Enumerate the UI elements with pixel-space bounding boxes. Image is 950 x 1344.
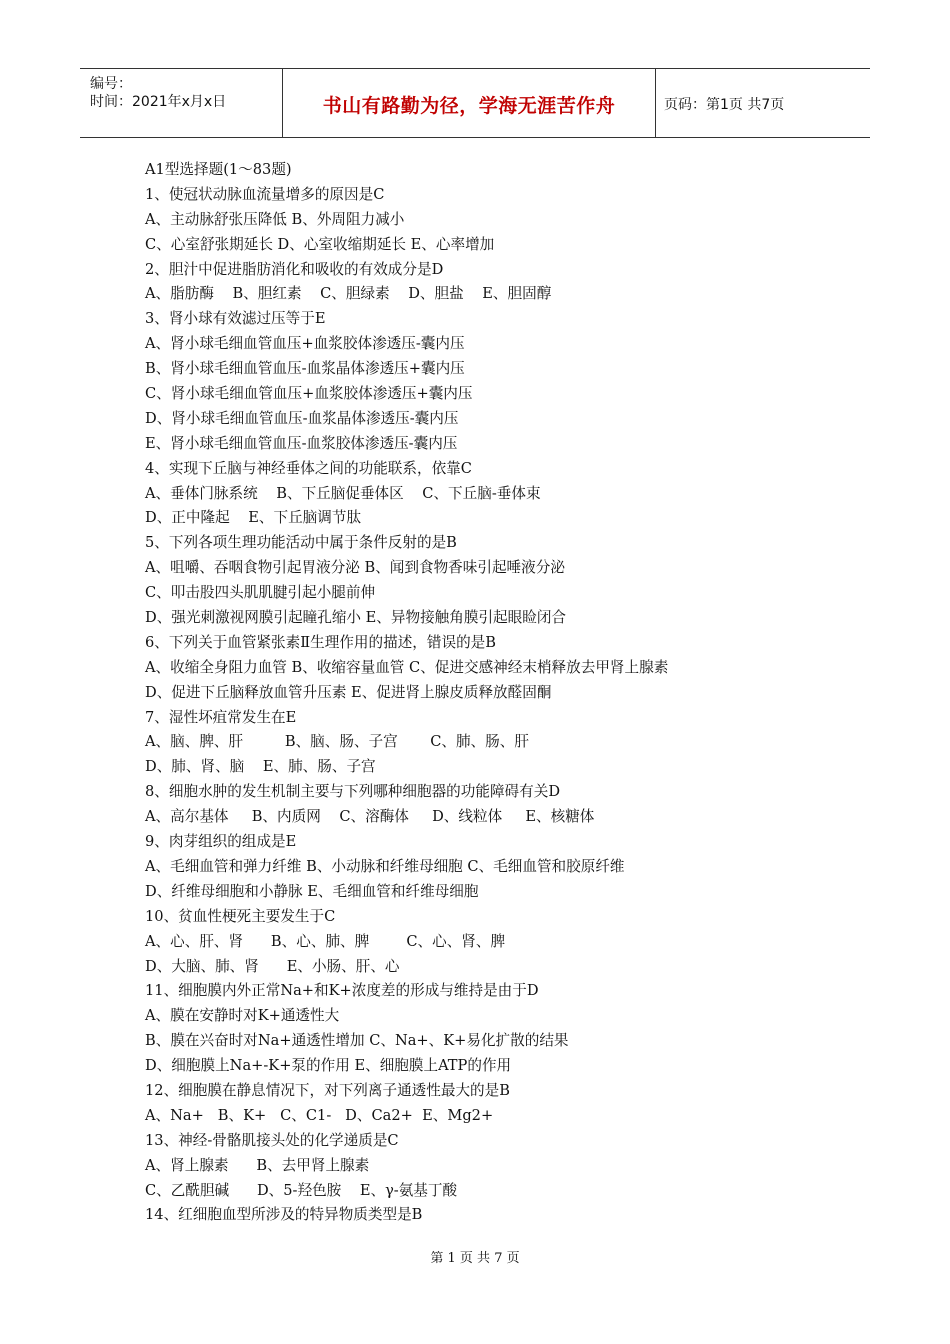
text-line: D、纤维母细胞和小静脉 E、毛细血管和纤维母细胞 bbox=[145, 882, 479, 900]
text-line: D、促进下丘脑释放血管升压素 E、促进肾上腺皮质释放醛固酮 bbox=[145, 683, 552, 701]
text-line: B、肾小球毛细血管血压-血浆晶体渗透压+囊内压 bbox=[145, 360, 465, 378]
text-line: A、主动脉舒张压降低 B、外周阻力减小 bbox=[145, 210, 405, 228]
text-line: A、垂体门脉系统 B、下丘脑促垂体区 C、下丘脑-垂体束 bbox=[145, 484, 541, 502]
text-line: C、乙酰胆碱 D、5-羟色胺 E、γ-氨基丁酸 bbox=[145, 1181, 458, 1199]
text-line: A、膜在安静时对K+通透性大 bbox=[145, 1007, 340, 1025]
text-line: D、大脑、肺、肾 E、小肠、肝、心 bbox=[145, 957, 400, 975]
text-line: D、细胞膜上Na+-K+泵的作用 E、细胞膜上ATP的作用 bbox=[145, 1057, 512, 1075]
header-right-cell bbox=[656, 69, 870, 137]
text-line: 13、神经-骨骼肌接头处的化学递质是C bbox=[145, 1131, 399, 1149]
text-line: 10、贫血性梗死主要发生于C bbox=[145, 907, 336, 925]
header-left-cell bbox=[80, 69, 280, 137]
text-line: A1型选择题(1～83题) bbox=[145, 161, 292, 178]
time-label: 时间：2021年x月x日 bbox=[90, 94, 227, 110]
text-line: A、脂肪酶 B、胆红素 C、胆绿素 D、胆盐 E、胆固醇 bbox=[145, 285, 552, 303]
text-line: A、肾小球毛细血管血压+血浆胶体渗透压-囊内压 bbox=[145, 335, 465, 353]
page-footer: 第 1 页 共 7 页 bbox=[430, 1251, 520, 1266]
text-line: 11、细胞膜内外正常Na+和K+浓度差的形成与维持是由于D bbox=[145, 982, 539, 1000]
text-line: 8、细胞水肿的发生机制主要与下列哪种细胞器的功能障碍有关D bbox=[145, 783, 561, 801]
text-line: D、肾小球毛细血管血压-血浆晶体渗透压-囊内压 bbox=[145, 409, 459, 427]
text-line: A、心、肝、肾 B、心、肺、脾 C、心、肾、脾 bbox=[145, 932, 506, 950]
text-line: D、正中隆起 E、下丘脑调节肽 bbox=[145, 509, 362, 527]
text-line: 1、使冠状动脉血流量增多的原因是C bbox=[145, 185, 385, 203]
text-line: 9、肉芽组织的组成是E bbox=[145, 833, 297, 851]
text-line: E、肾小球毛细血管血压-血浆胶体渗透压-囊内压 bbox=[145, 434, 458, 452]
text-line: 14、红细胞血型所涉及的特异物质类型是B bbox=[145, 1206, 423, 1224]
text-line: A、高尔基体 B、内质网 C、溶酶体 D、线粒体 E、核糖体 bbox=[145, 808, 595, 826]
text-line: 7、湿性坏疽常发生在E bbox=[145, 708, 297, 726]
text-line: D、肺、肾、脑 E、肺、肠、子宫 bbox=[145, 758, 376, 776]
text-line: A、Na+ B、K+ C、C1- D、Ca2+ E、Mg2+ bbox=[145, 1106, 494, 1124]
text-line: 4、实现下丘脑与神经垂体之间的功能联系，依靠C bbox=[145, 459, 472, 477]
text-line: A、咀嚼、吞咽食物引起胃液分泌 B、闻到食物香味引起唾液分泌 bbox=[145, 559, 565, 577]
text-line: B、膜在兴奋时对Na+通透性增加 C、Na+、K+易化扩散的结果 bbox=[145, 1032, 569, 1050]
text-line: C、叩击股四头肌肌腱引起小腿前伸 bbox=[145, 584, 376, 602]
text-line: A、脑、脾、肝 B、脑、肠、子宫 C、肺、肠、肝 bbox=[145, 733, 529, 751]
text-line: 2、胆汁中促进脂肪消化和吸收的有效成分是D bbox=[145, 260, 444, 278]
header-motto-cell bbox=[282, 69, 656, 137]
page-code: 页码：第1页 共7页 bbox=[664, 97, 785, 113]
document-body bbox=[145, 158, 865, 1228]
page-header bbox=[80, 68, 870, 138]
text-line: A、肾上腺素 B、去甲肾上腺素 bbox=[145, 1156, 370, 1174]
text-line: D、强光刺激视网膜引起瞳孔缩小 E、异物接触角膜引起眼睑闭合 bbox=[145, 609, 567, 627]
text-line: A、毛细血管和弹力纤维 B、小动脉和纤维母细胞 C、毛细血管和胶原纤维 bbox=[145, 857, 625, 875]
text-line: 12、细胞膜在静息情况下，对下列离子通透性最大的是B bbox=[145, 1081, 510, 1099]
motto-text: 书山有路勤为径，学海无涯苦作舟 bbox=[322, 95, 616, 117]
text-line: A、收缩全身阻力血管 B、收缩容量血管 C、促进交感神经末梢释放去甲肾上腺素 bbox=[145, 658, 669, 676]
text-line: 6、下列关于血管紧张素Ⅱ生理作用的描述，错误的是B bbox=[145, 633, 496, 651]
number-label: 编号： bbox=[90, 76, 132, 92]
text-line: C、肾小球毛细血管血压+血浆胶体渗透压+囊内压 bbox=[145, 385, 473, 403]
text-line: 3、肾小球有效滤过压等于E bbox=[145, 310, 326, 328]
text-line: 5、下列各项生理功能活动中属于条件反射的是B bbox=[145, 534, 457, 552]
text-line: C、心室舒张期延长 D、心室收缩期延长 E、心率增加 bbox=[145, 235, 495, 253]
